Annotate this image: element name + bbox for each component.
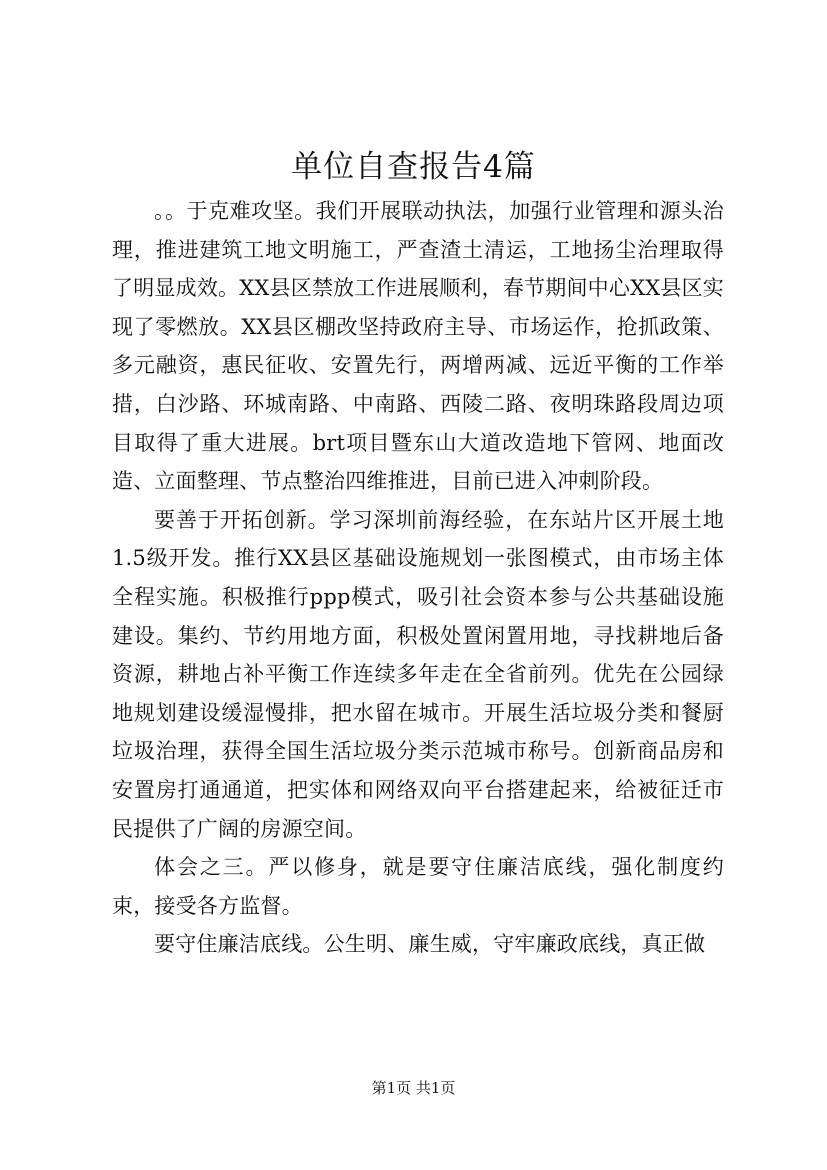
paragraph-3: 体会之三。严以修身，就是要守住廉洁底线，强化制度约束，接受各方监督。 — [112, 855, 724, 918]
paragraph-4: 要守住廉洁底线。公生明、廉生威，守牢廉政底线，真正做 — [154, 932, 706, 957]
document-body — [112, 192, 724, 964]
paragraph-2: 要善于开拓创新。学习深圳前海经验，在东站片区开展土地1.5级开发。推行XX县区基础设施规划一张图模式，由市场主体全程实施。积极推行ppp模式，吸引社会资本参与公共基础设施建设。集约、节约用地方面，积极处置闲置用地，寻找耕地后备资源，耕地占补平衡工作连续多年走在全省前列。优先在公园绿地规划建设缓湿慢排，把水留在城市。开展生活垃圾分类和餐厨垃圾治理，获得全国生活垃圾分类示范城市称号。创新商品房和安置房打通通道，把实体和网络双向平台搭建起来，给被征迁市民提供了广阔的房源空间。 — [112, 507, 724, 841]
page-footer: 第1页 共1页 — [371, 1079, 456, 1097]
paragraph-1: 。。于克难攻坚。我们开展联动执法，加强行业管理和源头治理，推进建筑工地文明施工，严查渣土清运，工地扬尘治理取得了明显成效。XX县区禁放工作进展顺利，春节期间中心XX县区实现了零燃放。XX县区棚改坚持政府主导、市场运作，抢抓政策、多元融资，惠民征收、安置先行，两增两减、远近平衡的工作举措，白沙路、环城南路、中南路、西陵二路、夜明珠路段周边项目取得了重大进展。brt项目暨东山大道改造地下管网、地面改造、立面整理、节点整治四维推进，目前已进入冲刺阶段。 — [112, 199, 724, 494]
document-title: 单位自查报告4篇 — [291, 149, 536, 185]
